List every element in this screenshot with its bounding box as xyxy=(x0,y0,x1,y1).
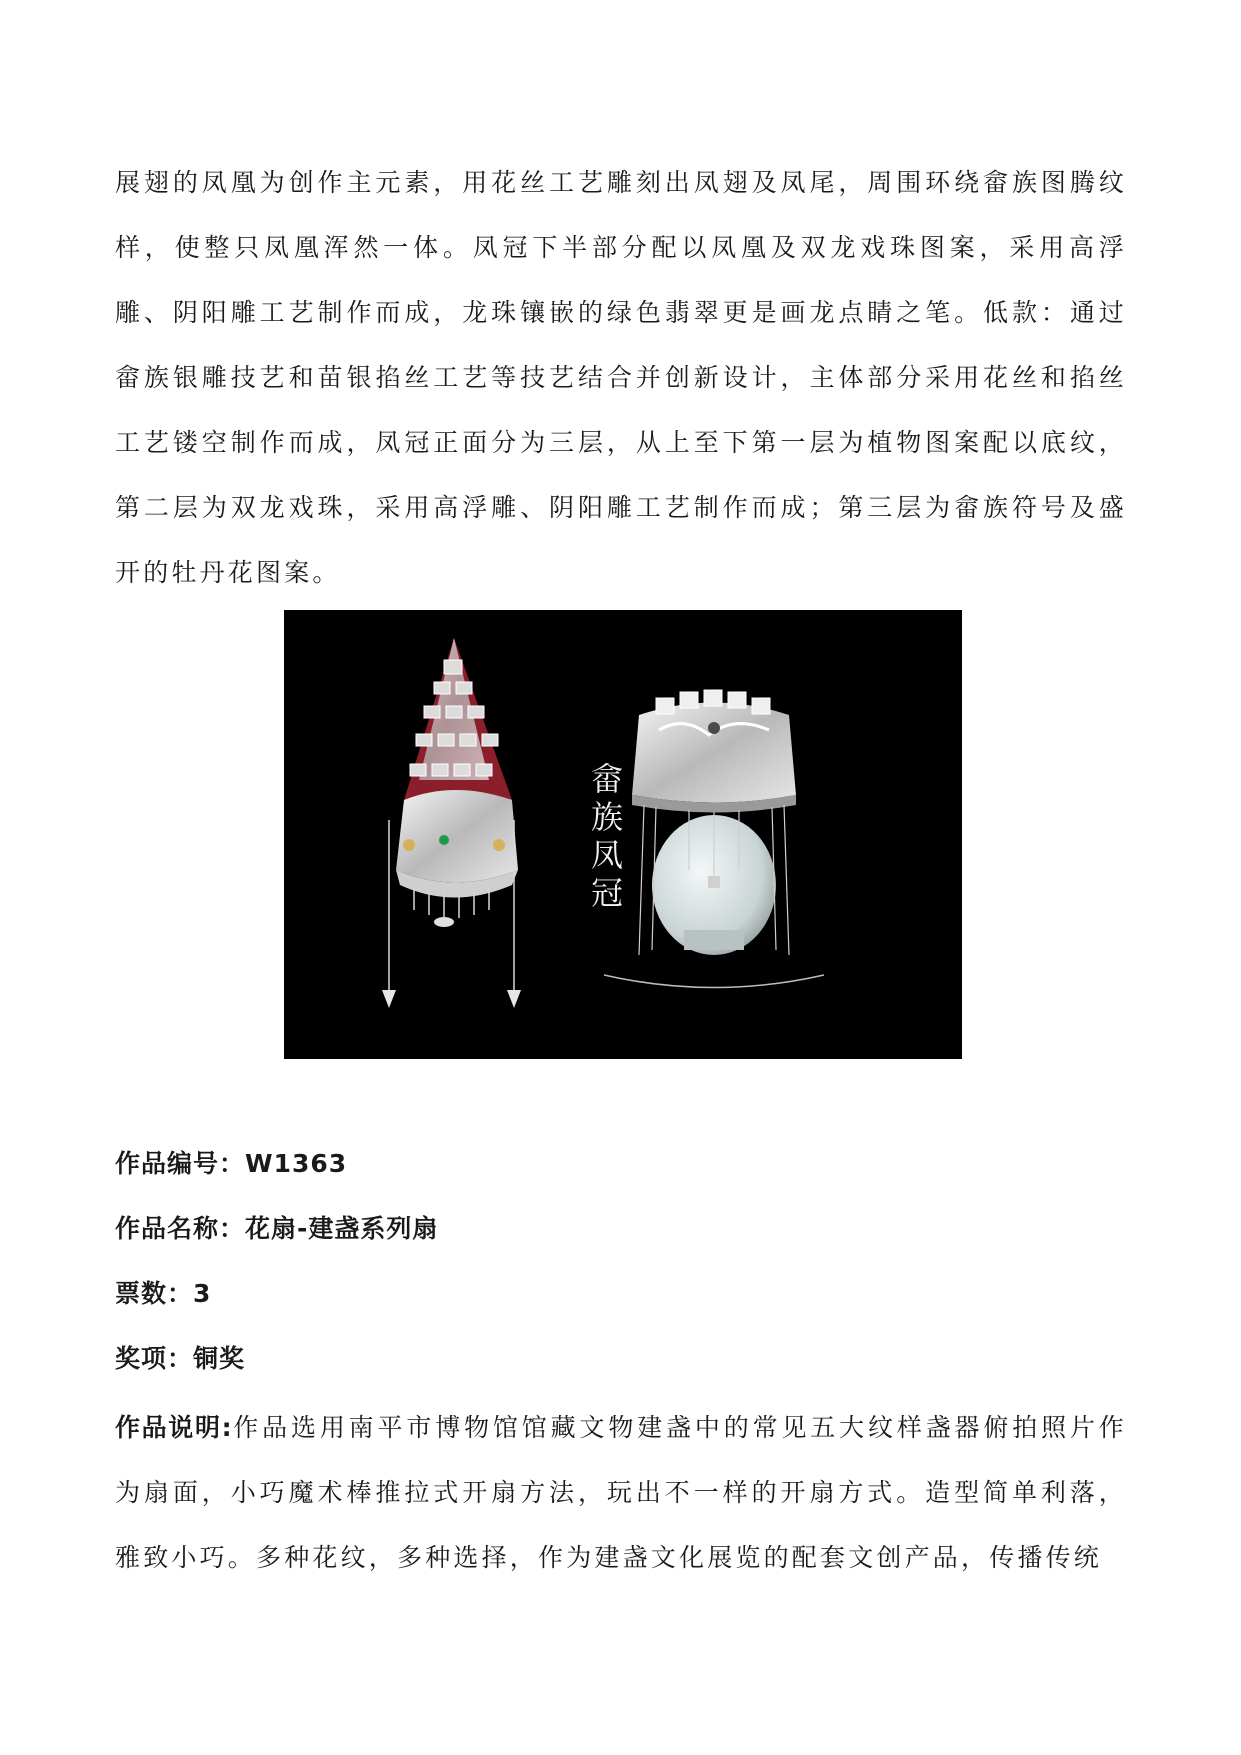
phoenix-crown-photo xyxy=(284,610,962,1059)
entry-name-value: 花扇-建盏系列扇 xyxy=(245,1214,439,1243)
entry-description-label: 作品说明: xyxy=(115,1413,233,1442)
entry-votes-label: 票数： xyxy=(115,1279,194,1308)
entry-award-value: 铜奖 xyxy=(193,1344,246,1373)
entry-number-label: 作品编号： xyxy=(115,1149,246,1178)
tall-crown-left xyxy=(382,638,521,1008)
entry-name xyxy=(115,1209,438,1249)
entry-votes xyxy=(115,1274,211,1314)
vase-crown-right xyxy=(604,690,824,988)
entry-votes-value: 3 xyxy=(193,1279,212,1308)
entry-description xyxy=(115,1395,1127,1590)
entry-number xyxy=(115,1144,347,1184)
entry-description-text: 作品选用南平市博物馆馆藏文物建盏中的常见五大纹样盏器俯拍照片作为扇面，小巧魔术棒推拉式开扇方法，玩出不一样的开扇方式。造型简单利落，雅致小巧。多种花纹，多种选择，作为建盏文化展览的配套文创产品，传播传统 xyxy=(115,1413,1128,1572)
photo-caption: 畲 族 凤 冠 xyxy=(590,760,623,912)
entry-name-label: 作品名称： xyxy=(115,1214,246,1243)
entry-number-value: W1363 xyxy=(245,1149,348,1178)
entry-award xyxy=(115,1339,245,1379)
entry-award-label: 奖项： xyxy=(115,1344,194,1373)
intro-paragraph: 展翅的凤凰为创作主元素，用花丝工艺雕刻出凤翅及凤尾，周围环绕畲族图腾纹样，使整只凤凰浑然一体。凤冠下半部分配以凤凰及双龙戏珠图案，采用高浮雕、阴阳雕工艺制作而成，龙珠镶嵌的绿色翡翠更是画龙点睛之笔。低款：通过畲族银雕技艺和苗银掐丝工艺等技艺结合并创新设计，主体部分采用花丝和掐丝工艺镂空制作而成，凤冠正面分为三层，从上至下第一层为植物图案配以底纹，第二层为双龙戏珠，采用高浮雕、阴阳雕工艺制作而成；第三层为畲族符号及盛开的牡丹花图案。 xyxy=(115,168,1127,587)
